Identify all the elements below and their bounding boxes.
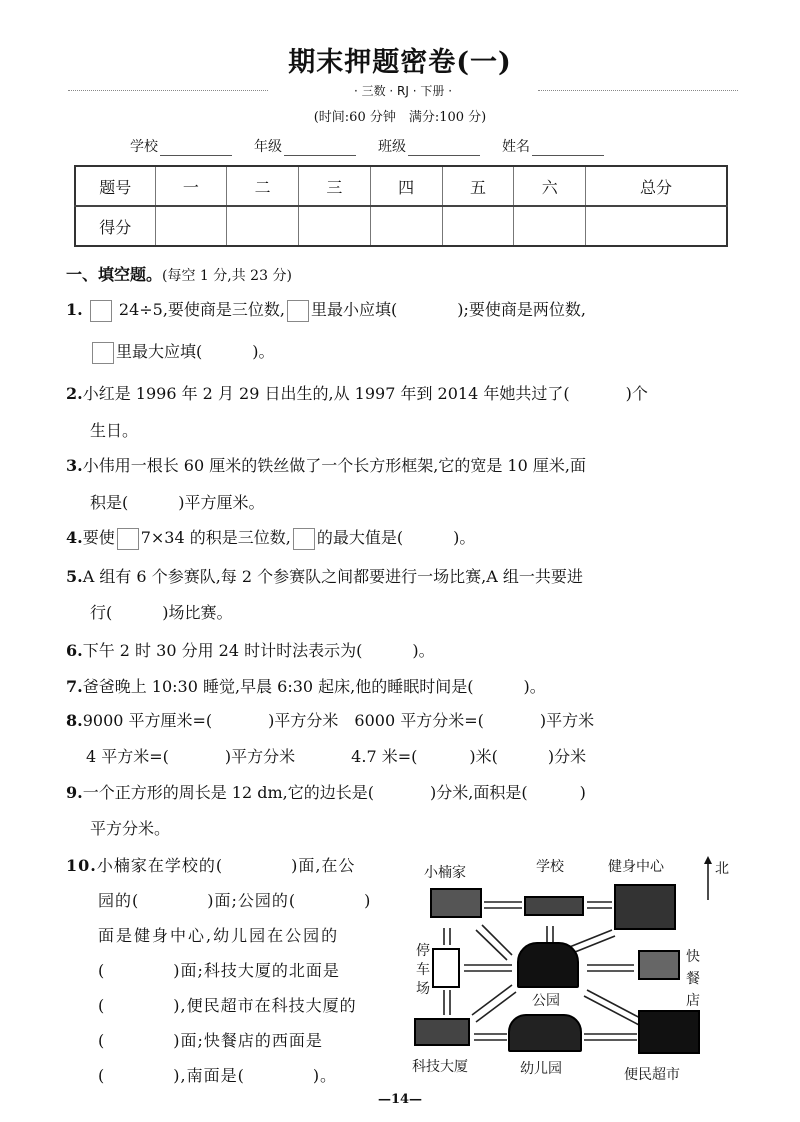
score-input[interactable] xyxy=(299,206,371,246)
label-north: 北 xyxy=(715,861,729,877)
section-note: (每空 1 分,共 23 分) xyxy=(162,268,292,284)
question-text: 爸爸晚上 10:30 睡觉,早晨 6:30 起床,他的睡眠时间是( xyxy=(82,677,474,696)
score-cell: 一 xyxy=(155,166,227,206)
question-text: 7×34 的积是三位数, xyxy=(140,528,291,547)
label-char: 餐 xyxy=(686,971,700,987)
grade-blank[interactable] xyxy=(284,140,356,156)
score-cell: 五 xyxy=(442,166,514,206)
score-cell: 三 xyxy=(299,166,371,206)
question-text: 的最大值是( xyxy=(316,528,404,547)
field-label: 年级 xyxy=(254,139,282,155)
question-5-cont xyxy=(90,602,233,624)
page-number: —14— xyxy=(377,1092,423,1107)
question-9 xyxy=(66,782,586,804)
label-gym: 健身中心 xyxy=(608,859,664,875)
question-text: 下午 2 时 30 分用 24 时计时法表示为( xyxy=(82,641,363,660)
label-supermarket: 便民超市 xyxy=(624,1067,680,1083)
subtitle: · 三数 · RJ · 下册 · xyxy=(353,84,453,98)
question-text: )平方厘米。 xyxy=(178,493,265,512)
answer-box[interactable] xyxy=(287,300,309,322)
gym-building-icon xyxy=(614,884,676,930)
question-number: 9. xyxy=(66,783,83,802)
question-10-line: ( ),南面是( )。 xyxy=(98,1066,338,1085)
score-input[interactable] xyxy=(227,206,299,246)
field-school xyxy=(130,136,232,156)
question-7 xyxy=(66,676,546,698)
label-char: 车 xyxy=(416,962,430,978)
score-header-row xyxy=(75,166,727,206)
score-cell: 四 xyxy=(370,166,442,206)
answer-box[interactable] xyxy=(92,342,114,364)
score-value-row xyxy=(75,206,727,246)
question-number: 2. xyxy=(66,384,83,403)
label-tech: 科技大厦 xyxy=(412,1059,468,1075)
parking-lot-icon xyxy=(432,948,460,988)
question-text: 积是( xyxy=(90,493,129,512)
question-4 xyxy=(66,527,475,550)
question-3-cont xyxy=(90,492,265,514)
question-text: 行( xyxy=(90,603,113,622)
home-building-icon xyxy=(430,888,482,918)
question-text: 一个正方形的周长是 12 dm,它的边长是( xyxy=(82,783,374,802)
class-blank[interactable] xyxy=(408,140,480,156)
question-number: 1. xyxy=(66,300,83,319)
fastfood-building-icon xyxy=(638,950,680,980)
section-heading xyxy=(66,262,292,285)
question-text: 要使 xyxy=(82,528,115,547)
question-text: )米( xyxy=(469,747,498,766)
label-school: 学校 xyxy=(536,859,564,875)
page-title: 期末押题密卷(一) xyxy=(288,47,512,78)
field-label: 学校 xyxy=(130,139,158,155)
question-number: 4. xyxy=(66,528,83,547)
question-text: )平方分米 xyxy=(268,711,339,730)
question-text: )。 xyxy=(412,641,435,660)
question-text: )。 xyxy=(252,342,275,361)
question-text: 小伟用一根长 60 厘米的铁丝做了一个长方形框架,它的宽是 10 厘米,面 xyxy=(82,456,586,475)
question-text: 4 平方米=( xyxy=(86,747,169,766)
label-fastfood xyxy=(686,946,700,1012)
name-blank[interactable] xyxy=(532,140,604,156)
question-10-line: ( )面;科技大厦的北面是 xyxy=(98,961,340,980)
label-home: 小楠家 xyxy=(424,865,466,881)
question-text: 生日。 xyxy=(90,421,139,440)
question-text: 平方分米。 xyxy=(90,819,171,838)
answer-box[interactable] xyxy=(117,528,139,550)
score-cell: 六 xyxy=(514,166,586,206)
question-2-cont xyxy=(90,420,138,442)
question-number: 7. xyxy=(66,677,83,696)
question-text: 6000 平方分米=( xyxy=(354,711,484,730)
field-class xyxy=(378,136,480,156)
score-table xyxy=(74,165,728,247)
question-number: 3. xyxy=(66,456,83,475)
question-text: 4.7 米=( xyxy=(351,747,418,766)
question-9-cont xyxy=(90,818,170,840)
question-8-cont xyxy=(86,746,586,768)
school-building-icon xyxy=(524,896,584,916)
school-blank[interactable] xyxy=(160,140,232,156)
score-cell: 总分 xyxy=(586,166,727,206)
question-10-line: 园的( )面;公园的( ) xyxy=(98,891,372,910)
field-name xyxy=(502,136,604,156)
question-8 xyxy=(66,710,594,732)
section-title: 一、填空题。 xyxy=(66,265,163,284)
question-10-line: ( ),便民超市在科技大厦的 xyxy=(98,996,357,1015)
score-cell: 得分 xyxy=(75,206,155,246)
score-cell: 二 xyxy=(227,166,299,206)
dotted-divider-left xyxy=(68,90,268,91)
time-info: (时间:60 分钟 满分:100 分) xyxy=(313,110,487,125)
question-text: A 组有 6 个参赛队,每 2 个参赛队之间都要进行一场比赛,A 组一共要进 xyxy=(82,567,583,586)
question-text: )分米 xyxy=(547,747,587,766)
subtitle-line xyxy=(68,82,738,98)
dotted-divider-right xyxy=(538,90,738,91)
question-10 xyxy=(66,855,355,877)
park-trees-icon xyxy=(517,942,579,988)
question-text: );要使商是两位数, xyxy=(457,300,586,319)
question-text: 24÷5,要使商是三位数, xyxy=(118,300,286,319)
question-text: ) xyxy=(579,783,586,802)
question-text: 里最大应填( xyxy=(116,342,203,361)
kindergarten-building-icon xyxy=(508,1014,582,1052)
question-text: )个 xyxy=(625,384,648,403)
question-text: )。 xyxy=(523,677,546,696)
label-char: 店 xyxy=(686,993,700,1009)
question-text: )平方分米 xyxy=(224,747,296,766)
field-label: 班级 xyxy=(378,139,406,155)
score-input[interactable] xyxy=(442,206,514,246)
map-diagram xyxy=(412,850,742,1090)
field-grade xyxy=(254,136,356,156)
question-2 xyxy=(66,383,648,405)
score-input[interactable] xyxy=(370,206,442,246)
question-number: 8. xyxy=(66,711,83,730)
question-3 xyxy=(66,455,586,477)
question-6 xyxy=(66,640,435,662)
score-input[interactable] xyxy=(514,206,586,246)
label-char: 停 xyxy=(416,943,430,959)
question-5 xyxy=(66,566,583,588)
question-1 xyxy=(66,299,586,322)
field-label: 姓名 xyxy=(502,139,530,155)
student-info xyxy=(130,136,604,156)
supermarket-building-icon xyxy=(638,1010,700,1054)
question-text: 9000 平方厘米=( xyxy=(82,711,213,730)
question-number: 10. xyxy=(66,856,97,875)
question-text: 小红是 1996 年 2 月 29 日出生的,从 1997 年到 2014 年她共过了( xyxy=(82,384,570,403)
question-text: 小楠家在学校的( )面,在公 xyxy=(96,856,356,875)
label-kindergarten: 幼儿园 xyxy=(520,1061,562,1077)
label-park: 公园 xyxy=(532,993,560,1009)
question-text: )平方米 xyxy=(539,711,595,730)
question-1-cont xyxy=(90,341,275,364)
score-cell: 题号 xyxy=(75,166,155,206)
question-text: 里最小应填( xyxy=(311,300,398,319)
answer-box[interactable] xyxy=(90,300,112,322)
label-char: 场 xyxy=(416,981,430,997)
question-number: 6. xyxy=(66,641,83,660)
question-10-line: 面是健身中心,幼儿园在公园的 xyxy=(98,926,340,945)
question-text: )分米,面积是( xyxy=(429,783,528,802)
question-number: 5. xyxy=(66,567,83,586)
label-parking xyxy=(416,942,430,999)
answer-box[interactable] xyxy=(293,528,315,550)
tech-building-icon xyxy=(414,1018,470,1046)
question-text: )。 xyxy=(453,528,476,547)
score-input[interactable] xyxy=(155,206,227,246)
label-char: 快 xyxy=(686,949,700,965)
question-text: )场比赛。 xyxy=(162,603,233,622)
score-input[interactable] xyxy=(586,206,727,246)
question-10-line: ( )面;快餐店的西面是 xyxy=(98,1031,323,1050)
